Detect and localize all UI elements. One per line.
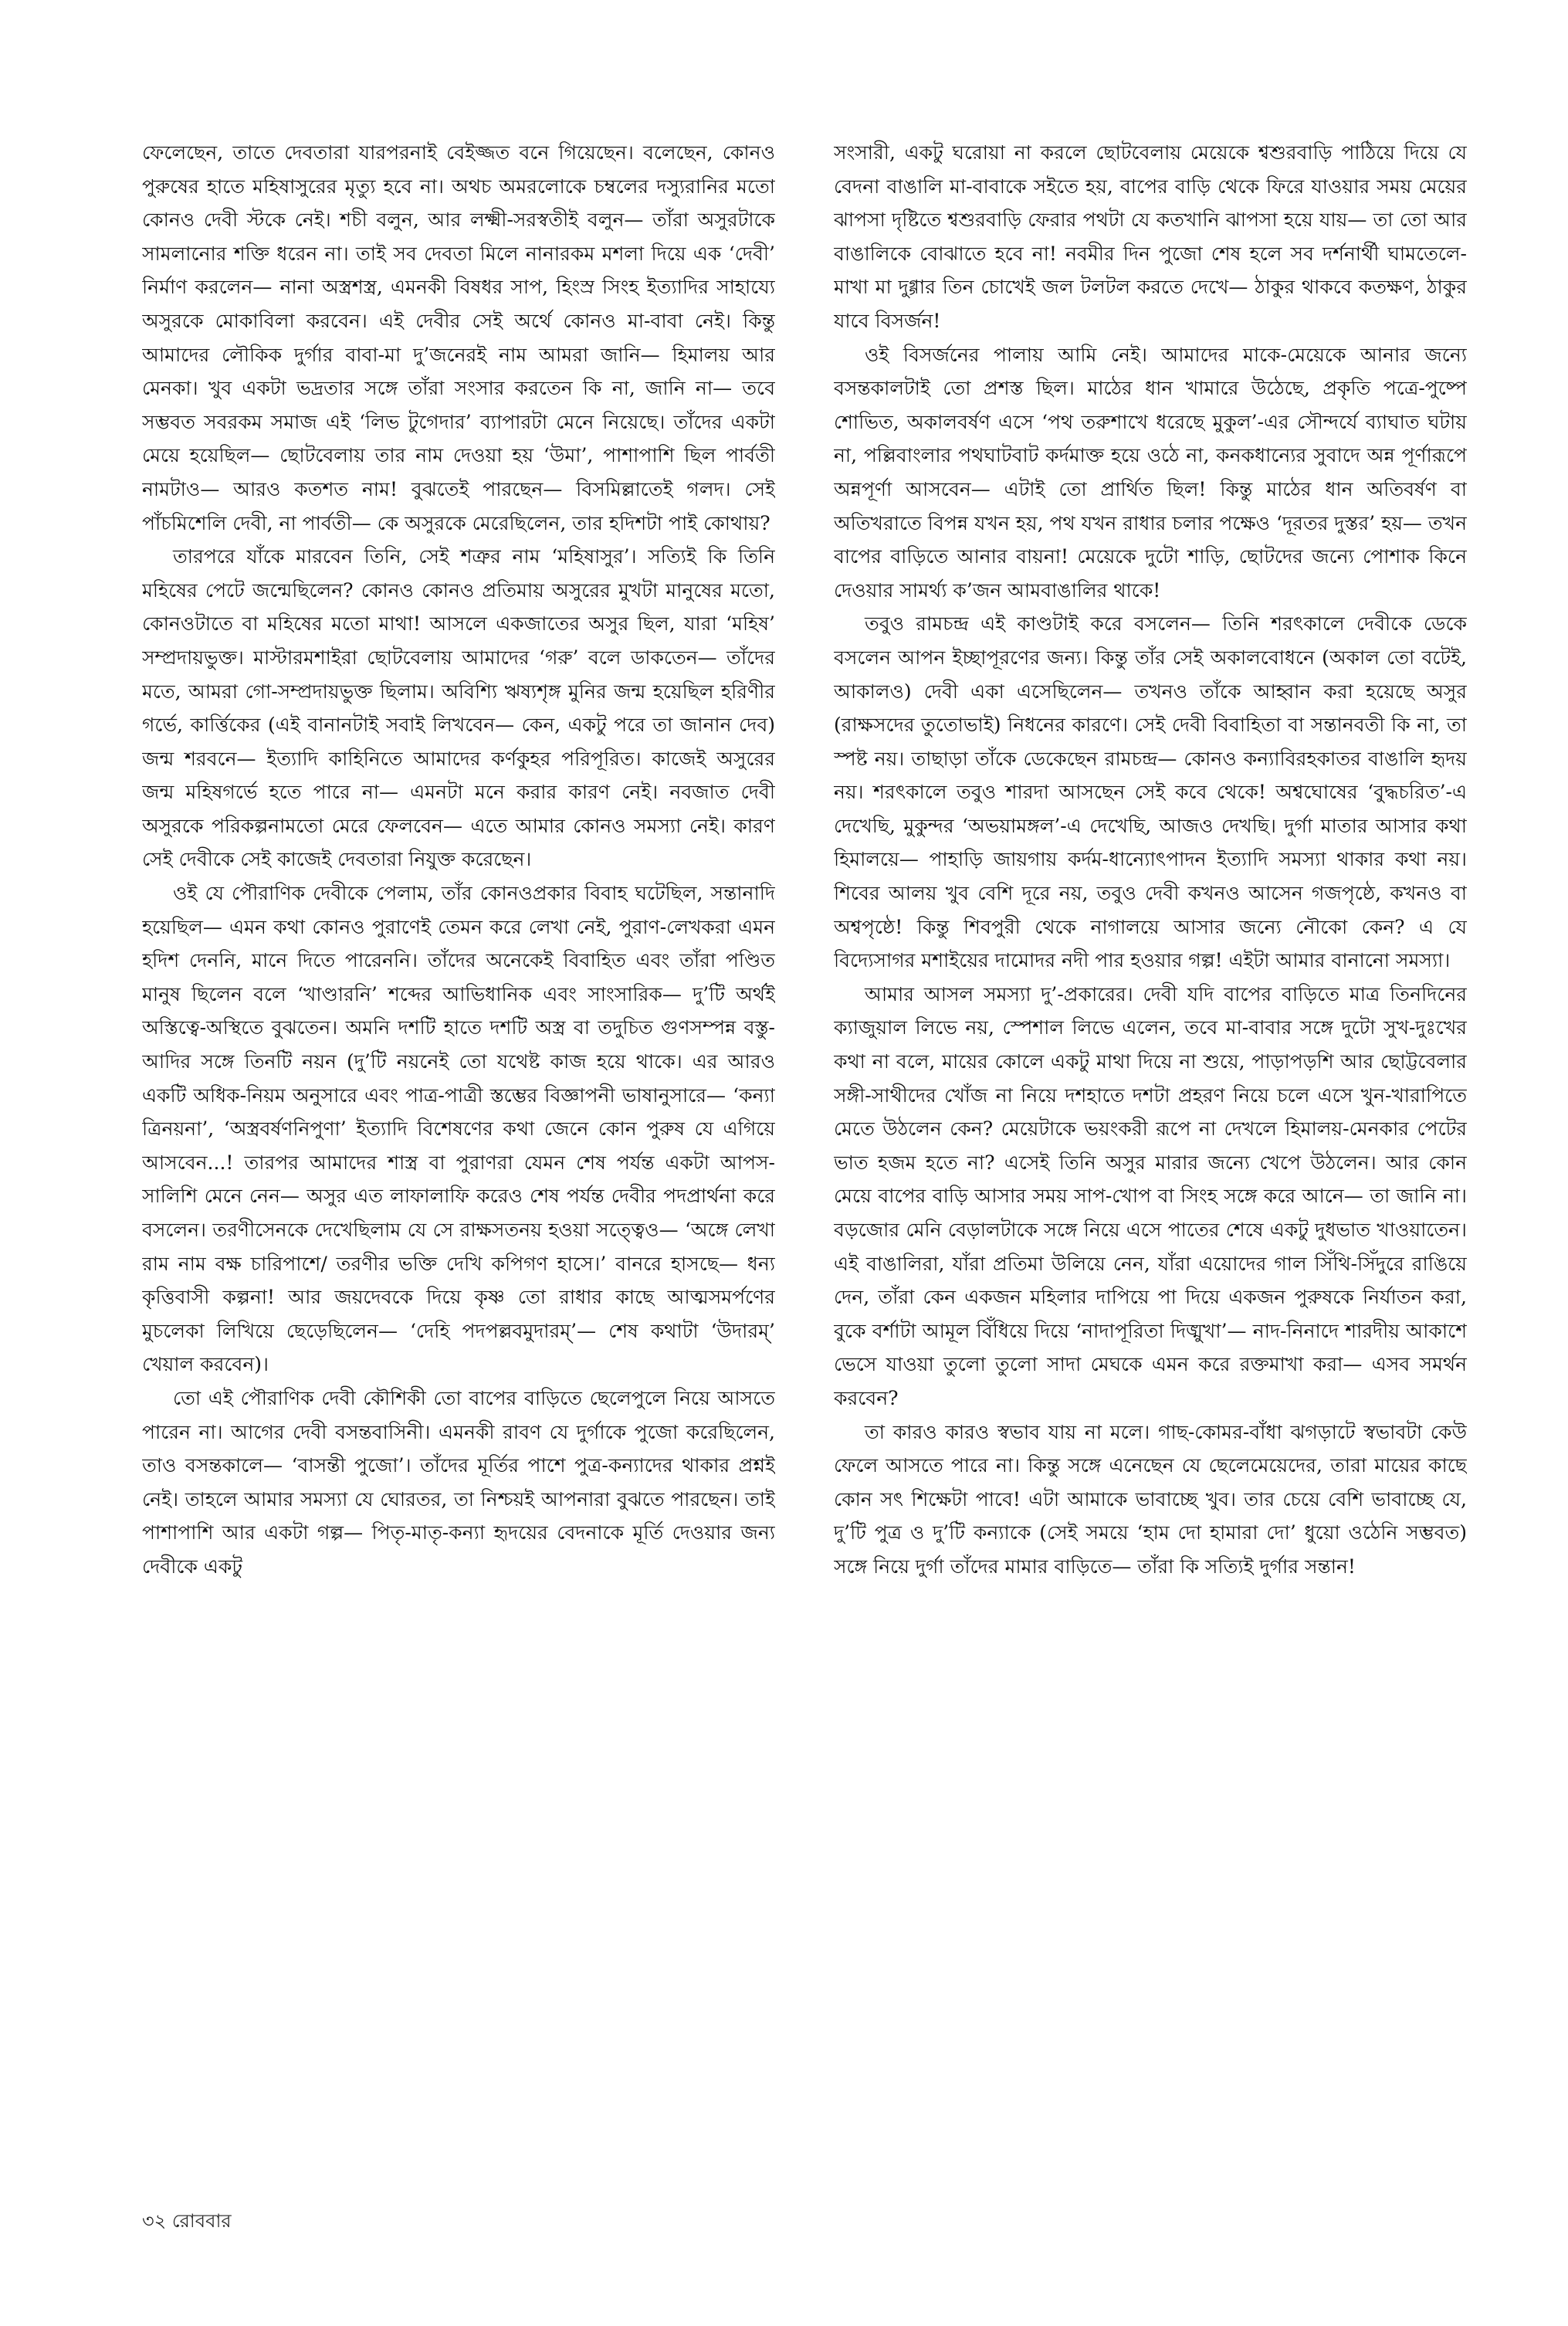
right-column <box>834 136 1467 2175</box>
left-paragraph-3: ওই যে পৌরাণিক দেবীকে পেলাম, তাঁর কোনওপ্রকার বিবাহ ঘটেছিল, সন্তানাদি হয়েছিল— এমন কথা কোনও পুরাণেই তেমন করে লেখা নেই, পুরাণ-লেখকরা এমন হদিশ দেননি, মানে দিতে পারেননি। তাঁদের অনেকেই বিবাহিত এবং তাঁরা পণ্ডিত মানুষ ছিলেন বলে ‘খাণ্ডারনি’ শব্দের আভিধানিক এবং সাংসারিক— দু’টি অর্থই অস্তিত্বে-অস্থিতে বুঝতেন। অমনি দশটি হাতে দশটি অস্ত্র বা তদুচিত গুণসম্পন্ন বস্তু-আদির সঙ্গে তিনটি নয়ন (দু’টি নয়নেই তো যথেষ্ট কাজ হয়ে থাকে। এর আরও একটি অধিক-নিয়ম অনুসারে এবং পাত্র-পাত্রী স্তম্ভের বিজ্ঞাপনী ভাষানুসারে— ‘কন্যা ত্রিনয়না’, ‘অস্ত্রবর্ষণনিপুণা’ ইত্যাদি বিশেষণের কথা জেনে কোন পুরুষ যে এগিয়ে আসবেন...! তারপর আমাদের শাস্ত্র বা পুরাণরা যেমন শেষ পর্যন্ত একটা আপস-সালিশি মেনে নেন— অসুর এত লাফালাফি করেও শেষ পর্যন্ত দেবীর পদপ্রার্থনা করে বসলেন। তরণীসেনকে দেখেছিলাম যে সে রাক্ষসতনয় হওয়া সত্ত্বেও— ‘অঙ্গে লেখা রাম নাম বক্ষ চারিপাশে/ তরণীর ভক্তি দেখি কপিগণ হাসে।’ বানরে হাসছে— ধন্য কৃত্তিবাসী কল্পনা! আর জয়দেবকে দিয়ে কৃষ্ণ তো রাধার কাছে আত্মসমর্পণের মুচলেকা লিখিয়ে ছেড়েছিলেন— ‘দেহি পদপল্লবমুদারম্’— শেষ কথাটা ‘উদারম্’ খেয়াল করবেন)। <box>142 882 775 1376</box>
right-paragraph-2: ওই বিসর্জনের পালায় আমি নেই। আমাদের মাকে-মেয়েকে আনার জন্যে বসন্তকালটাই তো প্রশস্ত ছিল। মাঠের ধান খামারে উঠেছে, প্রকৃতি পত্রে-পুষ্পে শোভিত, অকালবর্ষণ এসে ‘পথ তরুশাখে ধরেছে মুকুল’-এর সৌন্দর্যে ব্যাঘাত ঘটায় না, পল্লিবাংলার পথঘাটবাট কর্দমাক্ত হয়ে ওঠে না, কনকধান্যের সুবাদে অন্ন পূর্ণারূপে অন্নপূর্ণা আসবেন— এটাই তো প্রার্থিত ছিল! কিন্তু মাঠের ধান অতিবর্ষণ বা অতিখরাতে বিপন্ন যখন হয়, পথ যখন রাধার চলার পক্ষেও ‘দূরতর দুস্তর’ হয়— তখন বাপের বাড়িতে আনার বায়না! মেয়েকে দুটো শাড়ি, ছোটদের জন্যে পোশাক কিনে দেওয়ার সামর্থ্য ক’জন আমবাঙালির থাকে! <box>834 343 1467 602</box>
left-paragraph-2: তারপরে যাঁকে মারবেন তিনি, সেই শত্রুর নাম ‘মহিষাসুর’। সত্যিই কি তিনি মহিষের পেটে জন্মেছিলেন? কোনও কোনও প্রতিমায় অসুরের মুখটা মানুষের মতো, কোনওটাতে বা মহিষের মতো মাথা! আসলে একজাতের অসুর ছিল, যারা ‘মহিষ’ সম্প্রদায়ভুক্ত। মাস্টারমশাইরা ছোটবেলায় আমাদের ‘গরু’ বলে ডাকতেন— তাঁদের মতে, আমরা গো-সম্প্রদায়ভুক্ত ছিলাম। অবিশ্যি ঋষ্যশৃঙ্গ মুনির জন্ম হয়েছিল হরিণীর গর্ভে, কার্ত্তিকের (এই বানানটাই সবাই লিখবেন— কেন, একটু পরে তা জানান দেব) জন্ম শরবনে— ইত্যাদি কাহিনিতে আমাদের কর্ণকুহর পরিপূরিত। কাজেই অসুরের জন্ম মহিষগর্ভে হতে পারে না— এমনটা মনে করার কারণ নেই। নবজাত দেবী অসুরকে পরিকল্পনামতো মেরে ফেলবেন— এতে আমার কোনও সমস্যা নেই। কারণ সেই দেবীকে সেই কাজেই দেবতারা নিযুক্ত করেছেন। <box>142 545 775 871</box>
right-paragraph-4: আমার আসল সমস্যা দু’-প্রকারের। দেবী যদি বাপের বাড়িতে মাত্র তিনদিনের ক্যাজুয়াল লিভে নয়, স্পেশাল লিভে এলেন, তবে মা-বাবার সঙ্গে দুটো সুখ-দুঃখের কথা না বলে, মায়ের কোলে একটু মাথা দিয়ে না শুয়ে, পাড়াপড়শি আর ছোট্টবেলার সঙ্গী-সাথীদের খোঁজ না নিয়ে দশহাতে দশটা প্রহরণ নিয়ে চলে এসে খুন-খারাপিতে মেতে উঠলেন কেন? মেয়েটাকে ভয়ংকরী রূপে না দেখলে হিমালয়-মেনকার পেটের ভাত হজম হতে না? এসেই তিনি অসুর মারার জন্যে খেপে উঠলেন। আর কোন মেয়ে বাপের বাড়ি আসার সময় সাপ-খোপ বা সিংহ সঙ্গে করে আনে— তা জানি না। বড়জোর মেনি বেড়ালটাকে সঙ্গে নিয়ে এসে পাতের শেষে একটু দুধভাত খাওয়াতেন। এই বাঙালিরা, যাঁরা প্রতিমা উলিয়ে নেন, যাঁরা এয়োদের গাল সিঁথি-সিঁদুরে রাঙিয়ে দেন, তাঁরা কেন একজন মহিলার দাপিয়ে পা দিয়ে একজন পুরুষকে নির্যাতন করা, বুকে বর্শাটা আমূল বিঁধিয়ে দিয়ে ‘নাদাপূরিতা দিঙ্মুখা’— নাদ-নিনাদে শারদীয় আকাশে ভেসে যাওয়া তুলো তুলো সাদা মেঘকে এমন করে রক্তমাখা করা— এসব সমর্থন করবেন? <box>834 982 1467 1409</box>
left-paragraph-1: ফেলেছেন, তাতে দেবতারা যারপরনাই বেইজ্জত বনে গিয়েছেন। বলেছেন, কোনও পুরুষের হাতে মহিষাসুরের মৃত্যু হবে না। অথচ অমরলোকে চম্বলের দস্যুরানির মতো কোনও দেবী স্টকে নেই। শচী বলুন, আর লক্ষ্মী-সরস্বতীই বলুন— তাঁরা অসুরটাকে সামলানোর শক্তি ধরেন না। তাই সব দেবতা মিলে নানারকম মশলা দিয়ে এক ‘দেবী’ নির্মাণ করলেন— নানা অস্ত্রশস্ত্র, এমনকী বিষধর সাপ, হিংস্র সিংহ ইত্যাদির সাহায্যে অসুরকে মোকাবিলা করবেন। এই দেবীর সেই অর্থে কোনও মা-বাবা নেই। কিন্তু আমাদের লৌকিক দুর্গার বাবা-মা দু’জনেরই নাম আমরা জানি— হিমালয় আর মেনকা। খুব একটা ভদ্রতার সঙ্গে তাঁরা সংসার করতেন কি না, জানি না— তবে সম্ভবত সবরকম সমাজ এই ‘লিভ টুগেদার’ ব্যাপারটা মেনে নিয়েছে। তাঁদের একটা মেয়ে হয়েছিল— ছোটবেলায় তার নাম দেওয়া হয় ‘উমা’, পাশাপাশি ছিল পার্বতী নামটাও— আরও কতশত নাম! বুঝতেই পারছেন— বিসমিল্লাতেই গলদ। সেই পাঁচমিশেলি দেবী, না পার্বতী— কে অসুরকে মেরেছিলেন, তার হদিশটা পাই কোথায়? <box>142 141 775 534</box>
right-paragraph-1: সংসারী, একটু ঘরোয়া না করলে ছোটবেলায় মেয়েকে শ্বশুরবাড়ি পাঠিয়ে দিয়ে যে বেদনা বাঙালি মা-বাবাকে সইতে হয়, বাপের বাড়ি থেকে ফিরে যাওয়ার সময় মেয়ের ঝাপসা দৃষ্টিতে শ্বশুরবাড়ি ফেরার পথটা যে কতখানি ঝাপসা হয়ে যায়— তা তো আর বাঙালিকে বোঝাতে হবে না! নবমীর দিন পুজো শেষ হলে সব দর্শনার্থী ঘামতেলে-মাখা মা দুগ্গার তিন চোখেই জল টলটল করতে দেখে— ঠাকুর থাকবে কতক্ষণ, ঠাকুর যাবে বিসর্জন! <box>834 141 1467 332</box>
page-folio: ৩২ রোববার <box>142 2210 232 2232</box>
left-column <box>142 136 775 2175</box>
right-paragraph-3: তবুও রামচন্দ্র এই কাণ্ডটাই করে বসলেন— তিনি শরৎকালে দেবীকে ডেকে বসলেন আপন ইচ্ছাপূরণের জন্য। কিন্তু তাঁর সেই অকালবোধনে (অকাল তো বটেই, আকালও) দেবী একা এসেছিলেন— তখনও তাঁকে আহ্বান করা হয়েছে অসুর (রাক্ষসদের তুতোভাই) নিধনের কারণে। সেই দেবী বিবাহিতা বা সন্তানবতী কি না, তা স্পষ্ট নয়। তাছাড়া তাঁকে ডেকেছেন রামচন্দ্র— কোনও কন্যাবিরহকাতর বাঙালি হৃদয় নয়। শরৎকালে তবুও শারদা আসছেন সেই কবে থেকে! অশ্বঘোষের ‘বুদ্ধচরিত’-এ দেখেছি, মুকুন্দর ‘অভয়ামঙ্গল’-এ দেখেছি, আজও দেখছি। দুর্গা মাতার আসার কথা হিমালয়ে— পাহাড়ি জায়গায় কর্দম-ধান্যোৎপাদন ইত্যাদি সমস্যা থাকার কথা নয়। শিবের আলয় খুব বেশি দূরে নয়, তবুও দেবী কখনও আসেন গজপৃষ্ঠে, কখনও বা অশ্বপৃষ্ঠে! কিন্তু শিবপুরী থেকে নাগালয়ে আসার জন্যে নৌকো কেন? এ যে বিদ্যেসাগর মশাইয়ের দামোদর নদী পার হওয়ার গল্প! এইটা আমার বানানো সমস্যা। <box>834 612 1467 972</box>
left-paragraph-4: তো এই পৌরাণিক দেবী কৌশিকী তো বাপের বাড়িতে ছেলেপুলে নিয়ে আসতে পারেন না। আগের দেবী বসন্তবাসিনী। এমনকী রাবণ যে দুর্গাকে পুজো করেছিলেন, তাও বসন্তকালে— ‘বাসন্তী পুজো’। তাঁদের মূর্তির পাশে পুত্র-কন্যাদের থাকার প্রশ্নই নেই। তাহলে আমার সমস্যা যে ঘোরতর, তা নিশ্চয়ই আপনারা বুঝতে পারছেন। তাই পাশাপাশি আর একটা গল্প— পিতৃ-মাতৃ-কন্যা হৃদয়ের বেদনাকে মূর্তি দেওয়ার জন্য দেবীকে একটু <box>142 1386 775 1578</box>
right-paragraph-5: তা কারও কারও স্বভাব যায় না মলে। গাছ-কোমর-বাঁধা ঝগড়াটে স্বভাবটা কেউ ফেলে আসতে পারে না। কিন্তু সঙ্গে এনেছেন যে ছেলেমেয়েদের, তারা মায়ের কাছে কোন সৎ শিক্ষেটা পাবে! এটা আমাকে ভাবাচ্ছে খুব। তার চেয়ে বেশি ভাবাচ্ছে যে, দু’টি পুত্র ও দু’টি কন্যাকে (সেই সময়ে ‘হাম দো হামারা দো’ ধুয়ো ওঠেনি সম্ভবত) সঙ্গে নিয়ে দুর্গা তাঁদের মামার বাড়িতে— তাঁরা কি সত্যিই দুর্গার সন্তান! <box>834 1420 1467 1578</box>
